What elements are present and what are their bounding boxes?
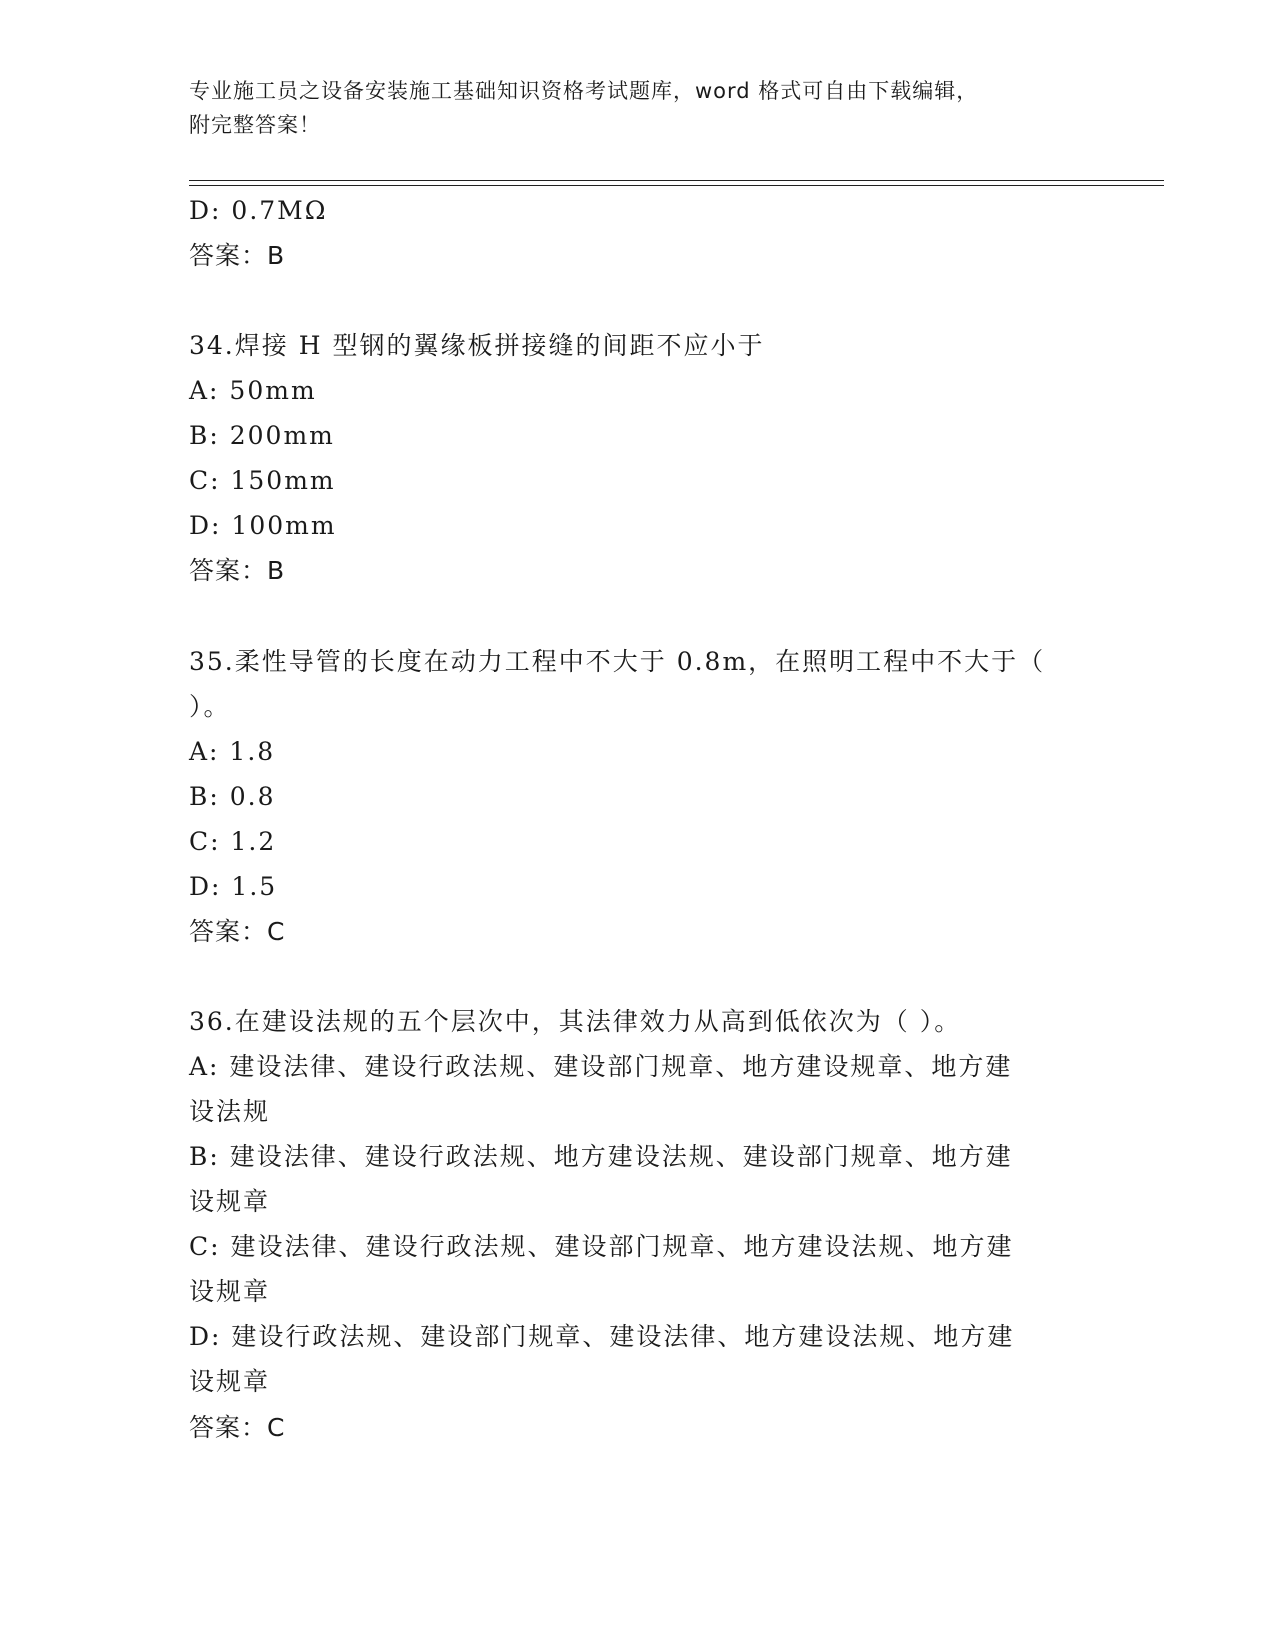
- q36-option-b-line-1: B: 建设法律、建设行政法规、地方建设法规、建设部门规章、地方建: [189, 1142, 1013, 1171]
- q36-option-c-line-1: C: 建设法律、建设行政法规、建设部门规章、地方建设法规、地方建: [189, 1232, 1014, 1261]
- header-divider-bottom: [189, 185, 1164, 186]
- q35-question-line-2: ）。: [189, 692, 231, 721]
- header-title-line-1: 专业施工员之设备安装施工基础知识资格考试题库，word 格式可自由下载编辑，: [189, 79, 979, 103]
- q35-option-c: C: 1.2: [189, 827, 277, 856]
- q35-question-line-1: 35.柔性导管的长度在动力工程中不大于 0.8m，在照明工程中不大于（: [189, 647, 1046, 676]
- q36-question: 36.在建设法规的五个层次中，其法律效力从高到低依次为（ ）。: [189, 1007, 962, 1036]
- header-title-line-2: 附完整答案！: [189, 113, 321, 137]
- q36-option-d-line-1: D: 建设行政法规、建设部门规章、建设法律、地方建设法规、地方建: [189, 1322, 1015, 1351]
- q34-answer: 答案：B: [189, 556, 286, 585]
- q34-option-c: C: 150mm: [189, 466, 336, 495]
- q34-option-a: A: 50mm: [189, 376, 317, 405]
- q35-option-d: D: 1.5: [189, 872, 278, 901]
- header-divider-top: [189, 180, 1164, 181]
- q34-question: 34.焊接 H 型钢的翼缘板拼接缝的间距不应小于: [189, 331, 765, 360]
- q35-option-b: B: 0.8: [189, 782, 276, 811]
- q35-option-a: A: 1.8: [189, 737, 276, 766]
- q36-option-a-line-2: 设法规: [189, 1097, 271, 1126]
- q36-option-b-line-2: 设规章: [189, 1187, 271, 1216]
- document-header: [189, 74, 1069, 142]
- q36-answer: 答案：C: [189, 1413, 286, 1442]
- q35-answer: 答案：C: [189, 917, 286, 946]
- q34-option-d: D: 100mm: [189, 511, 337, 540]
- q34-option-b: B: 200mm: [189, 421, 335, 450]
- q36-option-a-line-1: A: 建设法律、建设行政法规、建设部门规章、地方建设规章、地方建: [189, 1052, 1013, 1081]
- q36-option-d-line-2: 设规章: [189, 1367, 271, 1396]
- q33-answer: 答案：B: [189, 241, 286, 270]
- q36-option-c-line-2: 设规章: [189, 1277, 271, 1306]
- q33-option-d: D: 0.7MΩ: [189, 196, 328, 225]
